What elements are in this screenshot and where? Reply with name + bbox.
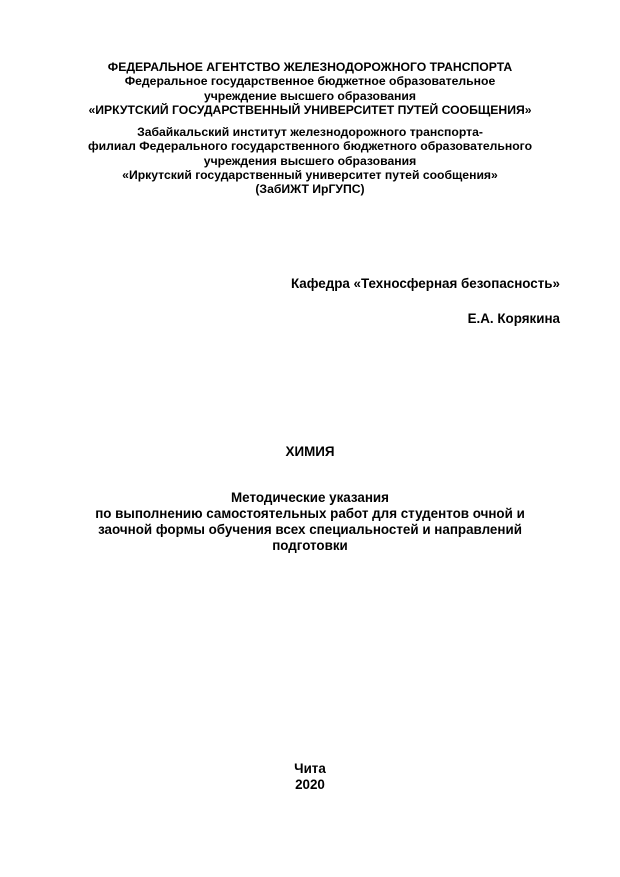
imprint — [0, 761, 620, 793]
document-title — [0, 445, 620, 459]
document-subtitle — [0, 490, 620, 554]
agency-line: Федеральное государственное бюджетное образовательное — [124, 74, 496, 89]
branch-line: филиал Федерального государственного бюджетного образовательного — [87, 139, 533, 154]
imprint-year: 2020 — [295, 777, 325, 792]
author-name: Е.А. Корякина — [467, 311, 560, 326]
imprint-city: Чита — [294, 761, 326, 776]
branch-line: «Иркутский государственный университет путей сообщения» — [122, 167, 498, 182]
subtitle-line: по выполнению самостоятельных работ для студентов очной и — [95, 506, 525, 521]
branch-header — [0, 125, 620, 196]
subtitle-line: заочной формы обучения всех специальностей и направлений — [98, 522, 522, 537]
department-name: Кафедра «Техносферная безопасность» — [290, 276, 560, 291]
branch-line: учреждения высшего образования — [203, 153, 417, 168]
subtitle-line: подготовки — [272, 538, 348, 553]
agency-line: ФЕДЕРАЛЬНОЕ АГЕНТСТВО ЖЕЛЕЗНОДОРОЖНОГО ТРАНСПОРТА — [107, 60, 513, 74]
branch-line: (ЗабИЖТ ИрГУПС) — [255, 182, 365, 197]
agency-line: «ИРКУТСКИЙ ГОСУДАРСТВЕННЫЙ УНИВЕРСИТЕТ ПУТЕЙ СООБЩЕНИЯ» — [88, 102, 532, 117]
agency-line: учреждение высшего образования — [203, 88, 417, 103]
agency-header — [0, 60, 620, 117]
branch-line: Забайкальский институт железнодорожного транспорта- — [137, 125, 483, 139]
subtitle-line: Методические указания — [231, 490, 389, 505]
document-title-text: ХИМИЯ — [285, 444, 335, 459]
